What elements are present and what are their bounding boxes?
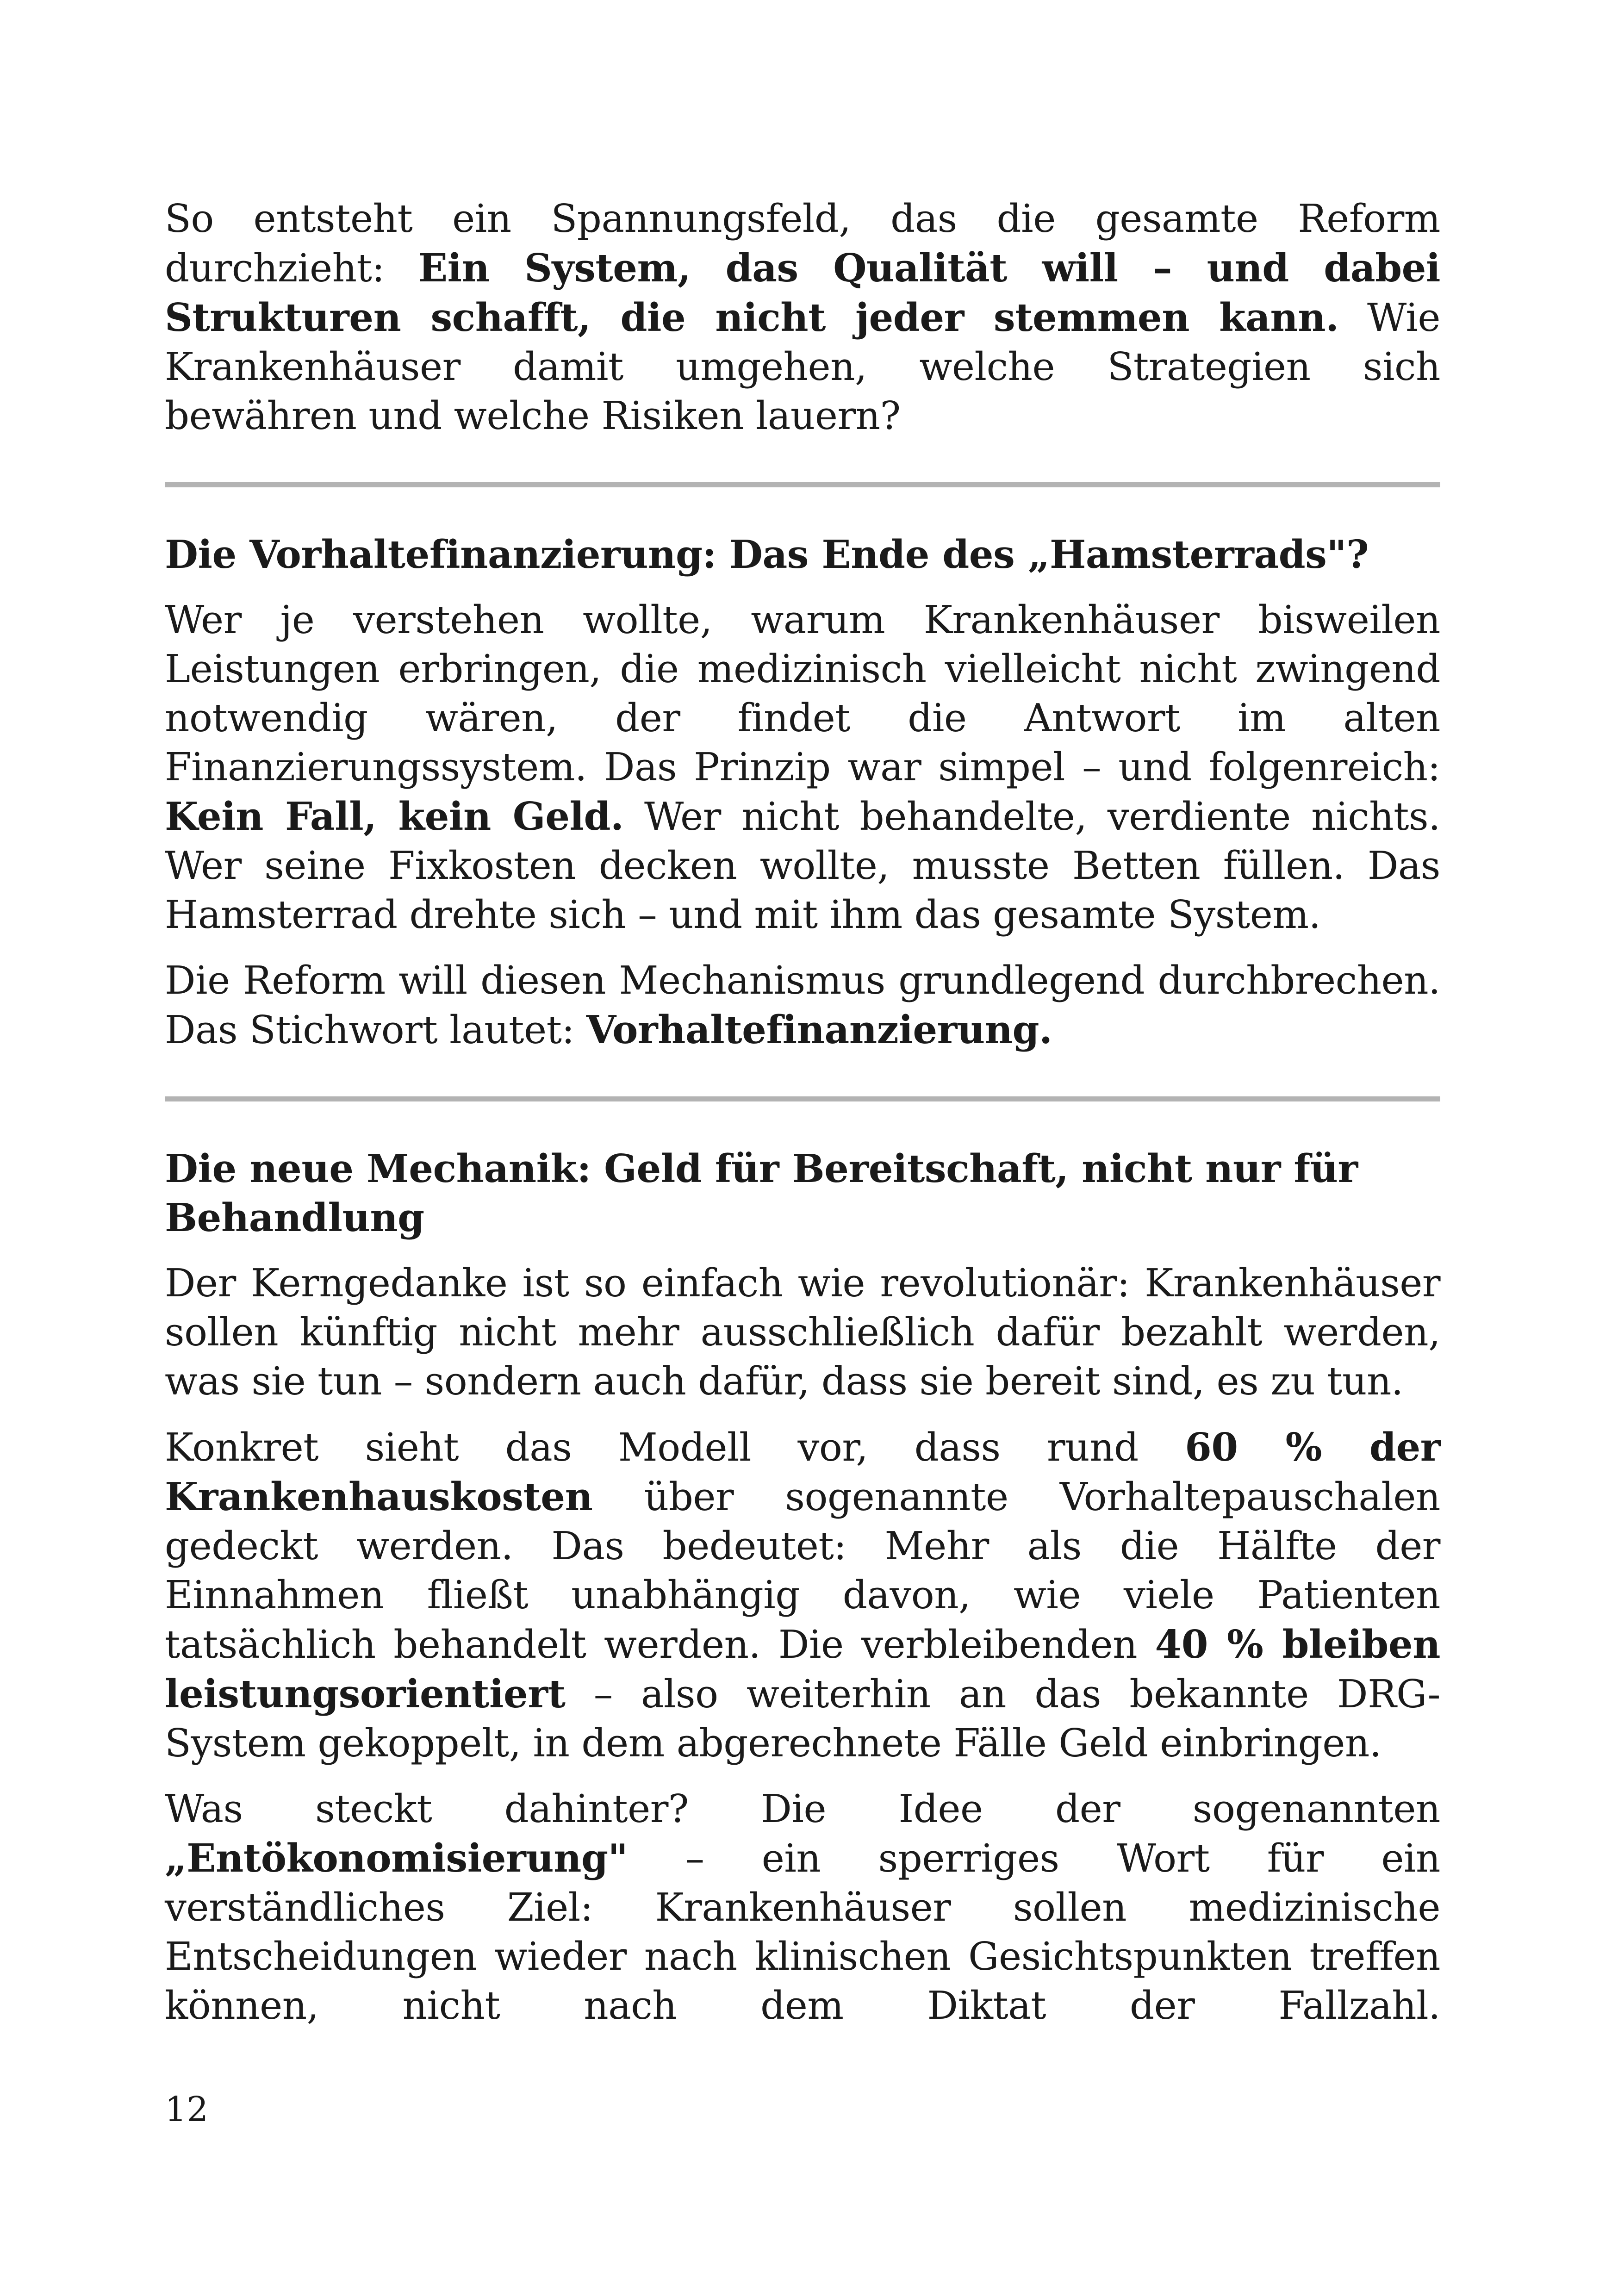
paragraph-text: Die Reform will diesen Mechanismus grundlegend durchbrechen. Das Stichwort lautet:: [165, 958, 1440, 1052]
paragraph-text: Was steckt dahinter? Die Idee der sogenannten: [165, 1786, 1440, 1831]
paragraph-text: Wer je verstehen wollte, warum Krankenhäuser bisweilen Leistungen erbringen, die medizinisch vielleicht nicht zwingend notwendig wären, der findet die Antwort im alten Finanzierungssystem. Das Prinzip war simpel – und folgenreich:: [165, 597, 1440, 790]
paragraph-kerngedanke: Der Kerngedanke ist so einfach wie revolutionär: Krankenhäuser sollen künftig nicht mehr ausschließlich dafür bezahlt werden, was sie tun – sondern auch dafür, dass sie bereit sind, es zu tun.: [165, 1261, 1440, 1404]
paragraph-emphasis: 60 % der Krankenhauskosten: [165, 1425, 1441, 1519]
paragraph-text: Konkret sieht das Modell vor, dass rund: [165, 1425, 1185, 1470]
paragraph-emphasis: „Entökonomisierung": [165, 1836, 628, 1881]
paragraph-text: Wer nicht behandelte, verdiente nichts. Wer seine Fixkosten decken wollte, musste Betten füllen. Das Hamsterrad drehte sich – und mit ihm das gesamte System.: [165, 794, 1441, 937]
paragraph-emphasis: Kein Fall, kein Geld.: [165, 794, 624, 839]
paragraph-emphasis: Vorhaltefinanzierung.: [586, 1007, 1052, 1052]
section-heading-neue-mechanik: Die neue Mechanik: Geld für Bereitschaft, nicht nur für Behandlung: [165, 1146, 1358, 1240]
page-body: [165, 194, 1440, 2047]
paragraph-text: – also weiterhin an das bekannte DRG-System gekoppelt, in dem abgerechnete Fälle Geld einbringen.: [165, 1672, 1440, 1766]
section-divider: [165, 482, 1440, 487]
paragraph-hamsterrad: [165, 596, 1440, 940]
intro-text-1: So entsteht ein Spannungsfeld, das die gesamte Reform durchzieht:: [165, 196, 1440, 291]
intro-emphasis: Ein System, das Qualität will – und dabei Strukturen schafft, die nicht jeder stemmen kann.: [165, 245, 1440, 340]
paragraph-entoekonomisierung: [165, 1785, 1440, 2030]
paragraph-text: – ein sperriges Wort für ein verständliches Ziel: Krankenhäuser sollen medizinische Entscheidungen wieder nach klinischen Gesichtspunkten treffen können, nicht nach dem Diktat der Fallzahl.: [165, 1836, 1440, 2028]
section-heading-vorhaltefinanzierung: Die Vorhaltefinanzierung: Das Ende des „Hamsterrads"?: [165, 532, 1369, 577]
paragraph-text: über sogenannte Vorhaltepauschalen gedeckt werden. Das bedeutet: Mehr als die Hälfte der Einnahmen fließt unabhängig davon, wie viele Patienten tatsächlich behandelt werden. Die verbleibenden: [165, 1475, 1440, 1667]
paragraph-reform: [165, 956, 1440, 1055]
intro-paragraph: [165, 194, 1440, 441]
paragraph-emphasis: 40 % bleiben leistungsorientiert: [165, 1622, 1440, 1717]
page-number: 12: [165, 2090, 209, 2129]
paragraph-modell: [165, 1423, 1440, 1768]
intro-text-2: Wie Krankenhäuser damit umgehen, welche Strategien sich bewähren und welche Risiken lauern?: [165, 295, 1441, 438]
section-divider: [165, 1096, 1440, 1101]
